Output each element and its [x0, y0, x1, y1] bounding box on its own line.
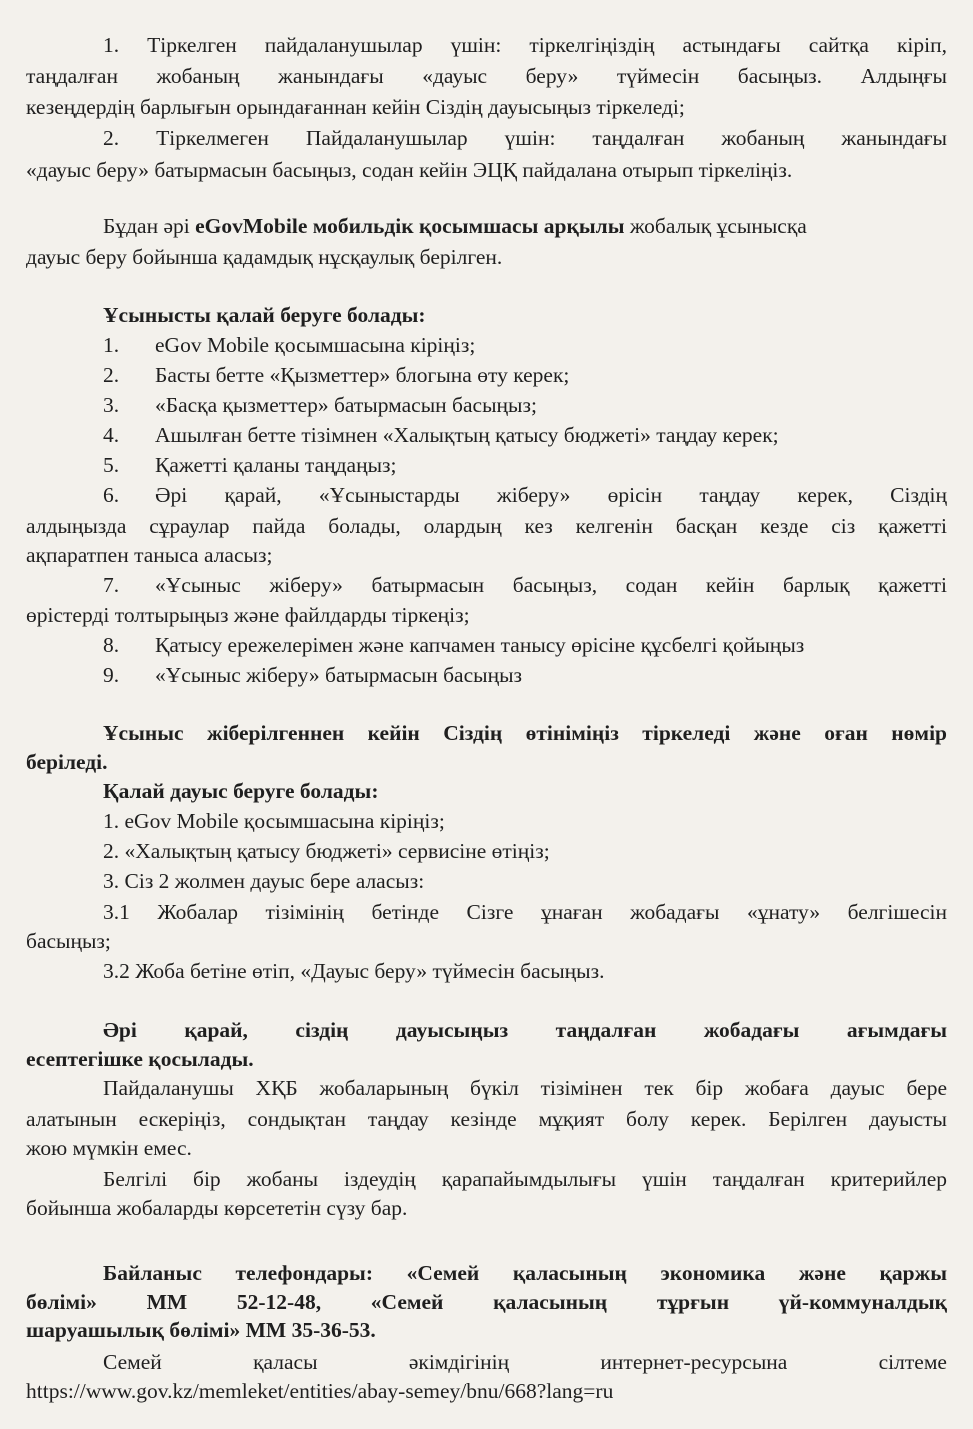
- section-heading: Қалай дауыс беруге болады:: [103, 779, 379, 803]
- text-line: дауыс беру бойынша қадамдық нұсқаулық берілген.: [26, 245, 503, 269]
- section-heading: Әрі қарай, сіздің дауысыңыз таңдалған жобадағы ағымдағы: [103, 1018, 947, 1042]
- text-line: ақпаратпен таныса аласыз;: [26, 543, 273, 567]
- text-line: «дауыс беру» батырмасын басыңыз, содан кейін ЭЦҚ пайдалана отырып тіркеліңіз.: [26, 158, 793, 182]
- list-item: 3.1 Жобалар тізімінің бетінде Сізге ұнаған жобадағы «ұнату» белгішесін: [103, 900, 947, 924]
- list-item: 3.2 Жоба бетіне өтіп, «Дауыс беру» түймесін басыңыз.: [103, 959, 605, 983]
- text-line: бойынша жобаларды көрсететін сүзу бар.: [26, 1196, 408, 1220]
- text-line: өрістерді толтырыңыз және файлдарды тіркеңіз;: [26, 603, 470, 627]
- list-item: 7. «Ұсыныс жіберу» батырмасын басыңыз, содан кейін барлық қажетті: [103, 573, 947, 597]
- list-item: 2. «Халықтың қатысу бюджеті» сервисіне өтіңіз;: [103, 839, 550, 863]
- list-item: 3. «Басқа қызметтер» батырмасын басыңыз;: [103, 393, 537, 417]
- text-line: басыңыз;: [26, 929, 111, 953]
- text-line: таңдалған жобаның жанындағы «дауыс беру» түймесін басыңыз. Алдыңғы: [26, 64, 947, 88]
- list-item: 5. Қажетті қаланы таңдаңыз;: [103, 453, 397, 477]
- list-item: 1. eGov Mobile қосымшасына кіріңіз;: [103, 809, 445, 833]
- text-line: 2. Тіркелмеген Пайдаланушылар үшін: таңдалған жобаның жанындағы: [103, 126, 947, 150]
- section-heading: есептегішке қосылады.: [26, 1047, 254, 1071]
- text-line: Бұдан әрі eGovMobile мобильдік қосымшасы арқылы жобалық ұсынысқа: [103, 214, 807, 238]
- text-line: Пайдаланушы ХҚБ жобаларының бүкіл тізімінен тек бір жобаға дауыс бере: [103, 1076, 947, 1100]
- list-item: 4. Ашылған бетте тізімнен «Халықтың қатысу бюджеті» таңдау керек;: [103, 423, 779, 447]
- text-line: алатынын ескеріңіз, сондықтан таңдау кезінде мұқият болу керек. Берілген дауысты: [26, 1107, 947, 1131]
- website-url[interactable]: https://www.gov.kz/memleket/entities/abay-semey/bnu/668?lang=ru: [26, 1379, 614, 1403]
- text-line: алдыңызда сұраулар пайда болады, олардың кез келгенін басқан кезде сіз қажетті: [26, 514, 947, 538]
- section-heading: беріледі.: [26, 750, 108, 774]
- link-caption: Семей қаласы әкімдігінің интернет-ресурсына сілтеме: [103, 1350, 947, 1374]
- list-item: 1. eGov Mobile қосымшасына кіріңіз;: [103, 333, 476, 357]
- contact-line: бөлімі» ММ 52-12-48, «Семей қаласының тұрғын үй-коммуналдық: [26, 1290, 947, 1314]
- text-line: кезеңдердің барлығын орындағаннан кейін Сіздің дауысыңыз тіркеледі;: [26, 95, 685, 119]
- website-link[interactable]: [26, 1376, 973, 1406]
- list-item: 3. Сіз 2 жолмен дауыс бере аласыз:: [103, 869, 425, 893]
- text-line: Белгілі бір жобаны іздеудің қарапайымдылығы үшін таңдалған критерийлер: [103, 1167, 947, 1191]
- list-item: 6. Әрі қарай, «Ұсыныстарды жіберу» өрісін таңдау керек, Сіздің: [103, 483, 947, 507]
- section-heading: Ұсынысты қалай беруге болады:: [103, 303, 426, 327]
- text-line: 1. Тіркелген пайдаланушылар үшін: тіркелгіңіздің астындағы сайтқа кіріп,: [103, 33, 947, 57]
- text-line: жою мүмкін емес.: [26, 1136, 192, 1160]
- list-item: 2. Басты бетте «Қызметтер» блогына өту керек;: [103, 363, 570, 387]
- contact-line: шаруашылық бөлімі» ММ 35-36-53.: [26, 1318, 376, 1342]
- contact-heading: Байланыс телефондары: «Семей қаласының экономика және қаржы: [103, 1261, 947, 1285]
- list-item: 8. Қатысу ережелерімен және капчамен танысу өрісіне құсбелгі қойыңыз: [103, 633, 805, 657]
- list-item: 9. «Ұсыныс жіберу» батырмасын басыңыз: [103, 663, 523, 687]
- section-heading: Ұсыныс жіберілгеннен кейін Сіздің өтініміңіз тіркеледі және оған нөмір: [103, 721, 947, 745]
